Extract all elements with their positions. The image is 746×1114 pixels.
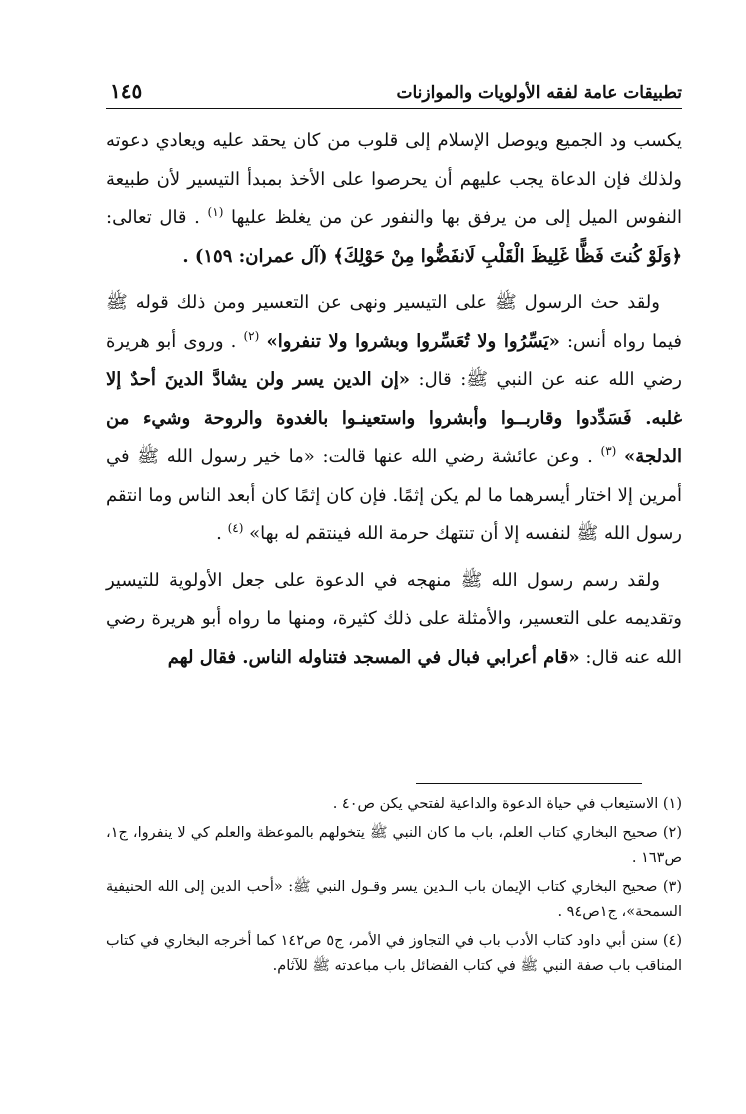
footnote-ref-2: (٢) <box>243 328 260 343</box>
paragraph-text: . <box>216 523 222 544</box>
footnote-2: (٢) صحيح البخاري كتاب العلم، باب ما كان النبي ﷺ يتخولهم بالموعظة والعلم كي لا ينفروا، ج١، ص١٦٣ . <box>106 824 682 866</box>
hadith-quote: «يَسِّرُوا ولا تُعَسِّروا وبشروا ولا تنفروا» <box>266 330 560 352</box>
paragraph-3 <box>106 562 682 678</box>
running-title: تطبيقات عامة لفقه الأولويات والموازنات <box>396 83 682 103</box>
verse-citation: (آل عمران: ١٥٩) . <box>182 245 328 267</box>
paragraph-text: . قال تعالى: <box>106 207 200 228</box>
footnotes <box>106 792 682 980</box>
quran-verse: ﴿وَلَوْ كُنتَ فَظًّا غَلِيظَ الْقَلْبِ لَانفَضُّوا مِنْ حَوْلِكَ﴾ <box>333 245 682 267</box>
hadith-quote: «إن الدين يسر ولن يشادَّ الدينَ أحدٌ إلا غلبه. فَسَدِّدوا وقاربــوا وأبشروا واستعينـوا بالغدوة والروحة وشيء من الدلجة» <box>106 369 682 467</box>
footnote-1: (١) الاستيعاب في حياة الدعوة والداعية لفتحي يكن ص٤٠ . <box>332 796 682 812</box>
paragraph-text: ولقد حث الرسول ﷺ على التيسير ونهى عن التعسير ومن ذلك قوله ﷺ فيما رواه أنس: <box>106 292 682 352</box>
footnote-3: (٣) صحيح البخاري كتاب الإيمان باب الـدين يسر وقـول النبي ﷺ: «أحب الدين إلى الله الحنيفية السمحة»، ج١ص٩٤ . <box>106 878 682 920</box>
paragraph-text: يكسب ود الجميع ويوصل الإسلام إلى قلوب من كان يحقد عليه ويعادي دعوته ولذلك فإن الدعاة يجب عليهم أن يحرصوا على الأخذ بمبدأ التيسير لأن طبيعة النفوس الميل إلى من يرفق بها والنفور عن من يغلظ عليها <box>106 130 682 228</box>
page-number: ١٤٥ <box>110 79 143 103</box>
footnote-ref-1: (١) <box>207 205 224 219</box>
paragraph-text: . وعن عائشة رضي الله عنها قالت: «ما خير رسول الله ﷺ في أمرين إلا اختار أيسرهما ما لم يكن إثمًا. فإن كان إثمًا كان أبعد الناس وما انتقم رسول الله ﷺ لنفسه إلا أن تنتهك حرمة الله فينتقم له بها» <box>106 446 682 544</box>
paragraph-2 <box>106 284 682 554</box>
main-text <box>106 122 682 677</box>
page-header <box>106 72 682 109</box>
footnote-4: (٤) سنن أبي داود كتاب الأدب باب في التجاوز في الأمر، ج٥ ص١٤٢ كما أخرجه البخاري في كتاب المناقب باب صفة النبي ﷺ في كتاب الفضائل باب مباعدته ﷺ للآثام. <box>106 932 683 974</box>
paragraph-1 <box>106 122 682 276</box>
hadith-quote: «قام أعرابي فبال في المسجد فتناوله الناس. فقال لهم <box>167 646 580 668</box>
paragraph-text: . وروى أبو هريرة رضي الله عنه عن النبي ﷺ: قال: <box>106 330 682 390</box>
paragraph-text: ولقد رسم رسول الله ﷺ منهجه في الدعوة على جعل الأولوية للتيسير وتقديمه على التعسير، والأمثلة على ذلك كثيرة، ومنها ما رواه أبو هريرة رضي الله عنه قال: <box>106 569 682 668</box>
footnote-divider <box>416 783 642 784</box>
footnote-ref-4: (٤) <box>227 521 244 535</box>
footnote-ref-3: (٣) <box>600 444 617 458</box>
